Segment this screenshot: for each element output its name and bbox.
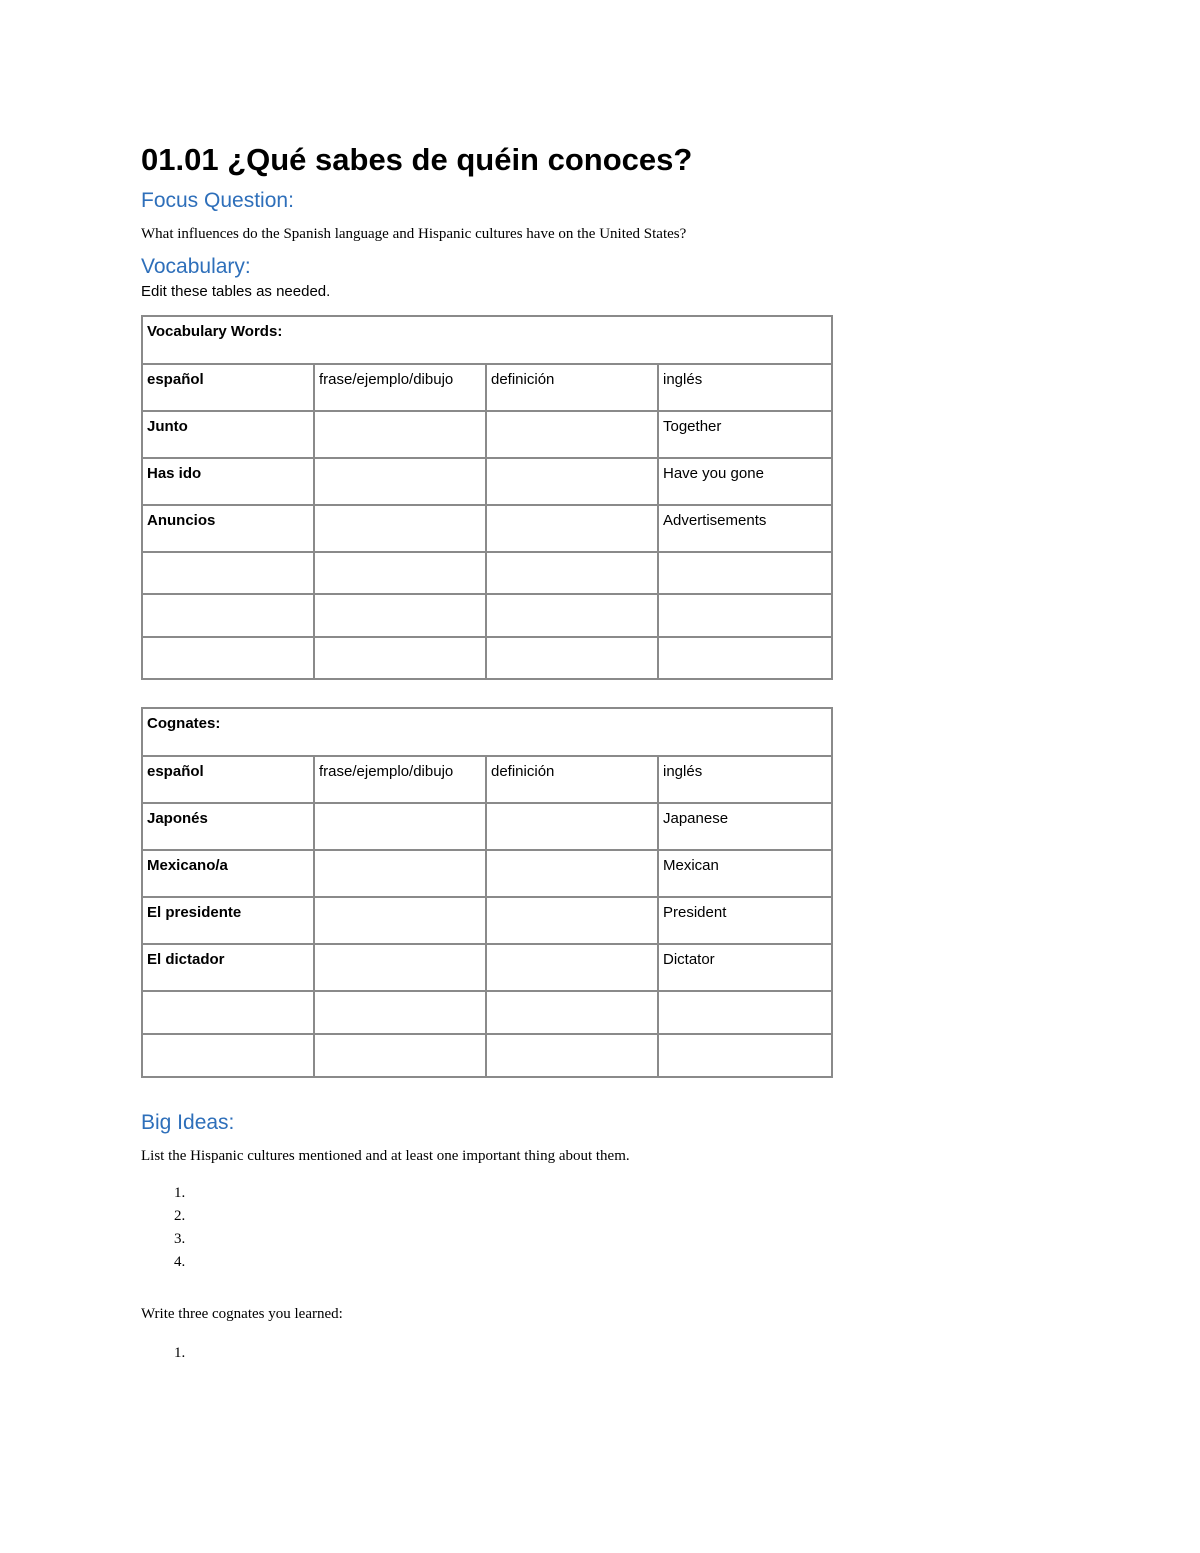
focus-question-heading: Focus Question: [141, 189, 294, 212]
table-cell[interactable]: Mexican [658, 850, 832, 897]
table-cell[interactable] [314, 505, 486, 552]
table-cell[interactable] [486, 944, 658, 991]
table-cell[interactable] [486, 803, 658, 850]
table-cell[interactable]: Together [658, 411, 832, 458]
table-cell[interactable] [142, 594, 314, 637]
table-cell[interactable] [658, 552, 832, 594]
table-cell[interactable] [142, 991, 314, 1034]
list-item[interactable]: 1. [174, 1185, 186, 1201]
table-cell[interactable] [486, 1034, 658, 1077]
table-header-row [142, 364, 832, 411]
table-cell[interactable] [314, 850, 486, 897]
table-row [142, 991, 832, 1034]
table-cell[interactable] [314, 411, 486, 458]
header-definicion: definición [486, 756, 658, 803]
table-cell[interactable] [314, 1034, 486, 1077]
list-item[interactable]: 4. [174, 1254, 186, 1270]
table-row [142, 944, 832, 991]
table-cell[interactable] [486, 411, 658, 458]
table-cell[interactable] [314, 552, 486, 594]
table-cell[interactable]: Has ido [142, 458, 314, 505]
table-cell[interactable] [314, 458, 486, 505]
header-ingles: inglés [658, 364, 832, 411]
document-page [141, 138, 1041, 1365]
list-item[interactable]: 3. [174, 1231, 186, 1247]
table-cell[interactable] [314, 944, 486, 991]
table-cell[interactable]: Anuncios [142, 505, 314, 552]
header-ingles: inglés [658, 756, 832, 803]
vocabulary-instruction: Edit these tables as needed. [141, 283, 331, 300]
table-cell[interactable] [658, 991, 832, 1034]
table-cell[interactable]: President [658, 897, 832, 944]
table-row [142, 1034, 832, 1077]
table-cell[interactable] [486, 850, 658, 897]
table-cell[interactable] [658, 594, 832, 637]
table-cell[interactable]: El presidente [142, 897, 314, 944]
table-cell[interactable] [142, 637, 314, 679]
table-cell[interactable]: Dictator [658, 944, 832, 991]
table-cell[interactable] [142, 552, 314, 594]
vocabulary-heading: Vocabulary: [141, 255, 251, 278]
table-row [142, 505, 832, 552]
table-row [142, 552, 832, 594]
cognates-table [141, 707, 833, 1078]
table-cell[interactable] [486, 991, 658, 1034]
table-cell[interactable]: Have you gone [658, 458, 832, 505]
table-cell[interactable] [314, 594, 486, 637]
table-cell[interactable] [486, 637, 658, 679]
table-row [142, 850, 832, 897]
table-row [142, 458, 832, 505]
focus-question-text: What influences do the Spanish language and Hispanic cultures have on the United States? [141, 226, 687, 242]
big-ideas-prompt: List the Hispanic cultures mentioned and at least one important thing about them. [141, 1148, 630, 1164]
page-title: 01.01 ¿Qué sabes de quéin conoces? [141, 142, 693, 177]
table-cell[interactable] [486, 458, 658, 505]
header-definicion: definición [486, 364, 658, 411]
table-cell[interactable] [486, 505, 658, 552]
table-cell[interactable] [486, 552, 658, 594]
table-row [142, 897, 832, 944]
header-espanol: español [142, 756, 314, 803]
table-cell[interactable]: Mexicano/a [142, 850, 314, 897]
table-cell[interactable] [486, 897, 658, 944]
table-row [142, 637, 832, 679]
header-frase: frase/ejemplo/dibujo [314, 756, 486, 803]
table-cell[interactable] [314, 637, 486, 679]
table-cell[interactable] [142, 1034, 314, 1077]
header-espanol: español [142, 364, 314, 411]
cognates-table-caption: Cognates: [142, 708, 832, 756]
table-cell[interactable] [314, 897, 486, 944]
table-cell[interactable]: Advertisements [658, 505, 832, 552]
big-ideas-heading: Big Ideas: [141, 1111, 235, 1134]
table-header-row [142, 756, 832, 803]
vocabulary-table [141, 315, 833, 680]
table-cell[interactable]: Japanese [658, 803, 832, 850]
table-cell[interactable] [314, 803, 486, 850]
list-item[interactable]: 2. [174, 1208, 186, 1224]
table-cell[interactable]: Japonés [142, 803, 314, 850]
table-cell[interactable]: Junto [142, 411, 314, 458]
big-ideas-list [141, 1182, 1041, 1274]
cognates-list [141, 1342, 1041, 1365]
table-row [142, 594, 832, 637]
table-cell[interactable] [658, 1034, 832, 1077]
table-row [142, 803, 832, 850]
table-cell[interactable] [658, 637, 832, 679]
cognates-prompt: Write three cognates you learned: [141, 1306, 343, 1322]
list-item[interactable]: 1. [174, 1345, 186, 1361]
header-frase: frase/ejemplo/dibujo [314, 364, 486, 411]
vocabulary-table-caption: Vocabulary Words: [142, 316, 832, 364]
table-cell[interactable] [486, 594, 658, 637]
table-row [142, 411, 832, 458]
table-cell[interactable]: El dictador [142, 944, 314, 991]
table-cell[interactable] [314, 991, 486, 1034]
